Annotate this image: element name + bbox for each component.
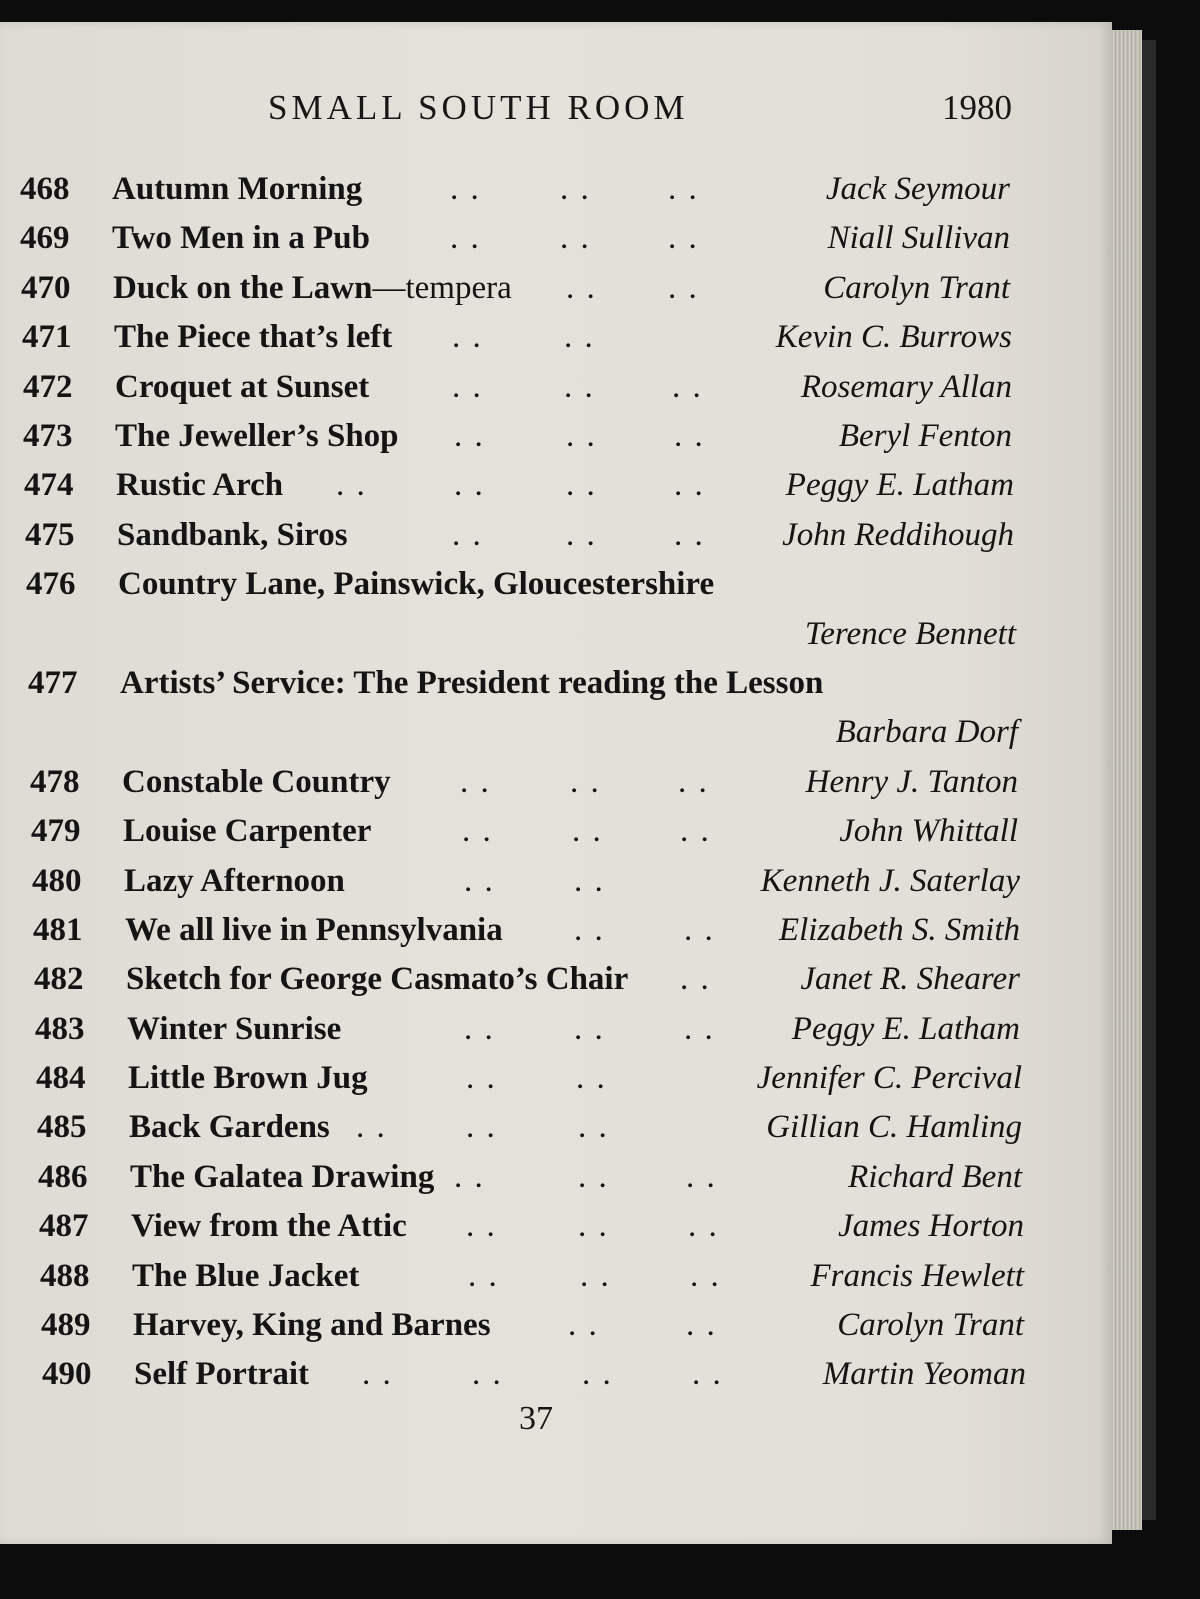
dot-leader: . . <box>570 763 601 800</box>
dot-leader: . . <box>472 1356 503 1393</box>
entry-title <box>114 313 392 362</box>
dot-leader: . . <box>462 813 493 850</box>
dot-leader: . . <box>464 862 495 899</box>
entry-medium: —tempera <box>372 269 512 306</box>
entry-artist: Jennifer C. Percival <box>756 1060 1022 1097</box>
entry-number: 485 <box>37 1109 87 1146</box>
entry-artist: Terence Bennett <box>804 615 1016 652</box>
entry-title <box>118 560 714 609</box>
entry-row <box>0 906 1112 955</box>
entry-row <box>0 955 1112 1004</box>
entry-number: 477 <box>28 664 78 701</box>
entry-number: 470 <box>21 269 71 306</box>
page-edge-shadow <box>1142 40 1156 1520</box>
dot-leader: . . <box>560 171 591 207</box>
entry-row <box>0 363 1112 412</box>
entry-title <box>127 1005 341 1054</box>
dot-leader: . . <box>356 1109 387 1146</box>
entry-row <box>0 313 1112 362</box>
entry-number: 489 <box>41 1307 91 1344</box>
dot-leader: . . <box>336 467 367 504</box>
dot-leader: . . <box>452 516 483 553</box>
dot-leader: . . <box>680 813 711 850</box>
entry-number: 488 <box>40 1257 90 1294</box>
entry-title-text: Constable Country <box>122 763 391 800</box>
entry-row <box>0 1005 1112 1054</box>
entry-title-text: Autumn Morning <box>112 171 363 207</box>
dot-leader: . . <box>450 220 481 257</box>
dot-leader: . . <box>464 1010 495 1047</box>
dot-leader: . . <box>672 368 703 405</box>
dot-leader: . . <box>678 763 709 800</box>
entry-title <box>120 659 823 708</box>
dot-leader: . . <box>578 1158 609 1195</box>
entry-row <box>0 264 1112 313</box>
entry-artist: Carolyn Trant <box>837 1307 1024 1344</box>
entry-artist: Richard Bent <box>848 1158 1022 1195</box>
entry-row <box>0 659 1112 758</box>
entry-artist: Kevin C. Burrows <box>775 319 1012 356</box>
entry-title-text: The Piece that’s left <box>114 319 393 356</box>
entry-number: 472 <box>23 368 73 405</box>
entry-row <box>0 412 1112 461</box>
entry-artist: Elizabeth S. Smith <box>778 911 1020 948</box>
entry-row <box>0 1054 1112 1103</box>
dot-leader: . . <box>452 319 483 356</box>
entry-artist: Rosemary Allan <box>800 368 1012 405</box>
dot-leader: . . <box>680 961 711 998</box>
entry-row <box>0 165 1112 214</box>
dot-leader: . . <box>454 1158 485 1195</box>
page-number: 37 <box>519 1400 553 1437</box>
entry-title-text: Little Brown Jug <box>128 1060 368 1097</box>
entry-title-text: Two Men in a Pub <box>112 220 370 257</box>
dot-leader: . . <box>468 1257 499 1294</box>
dot-leader: . . <box>460 763 491 800</box>
entry-number: 482 <box>34 961 84 998</box>
entry-title-text: We all live in Pennsylvania <box>125 911 503 948</box>
entry-title <box>117 511 348 560</box>
entry-artist: Niall Sullivan <box>827 220 1010 257</box>
dot-leader: . . <box>568 1307 599 1344</box>
dot-leader: . . <box>578 1109 609 1146</box>
room-title: SMALL SOUTH ROOM <box>268 88 689 127</box>
entry-row <box>0 560 1112 659</box>
entry-title-text: Back Gardens <box>129 1109 330 1146</box>
entry-title <box>115 363 369 412</box>
entry-title <box>124 857 345 906</box>
entry-artist: Barbara Dorf <box>835 714 1018 751</box>
entry-title <box>112 214 370 263</box>
entry-number: 483 <box>35 1010 85 1047</box>
entry-artist: James Horton <box>837 1208 1024 1245</box>
entry-number: 484 <box>36 1060 86 1097</box>
entry-row <box>0 461 1112 510</box>
dot-leader: . . <box>454 467 485 504</box>
dot-leader: . . <box>454 417 485 454</box>
entry-title <box>132 1252 359 1301</box>
entry-title-text: Rustic Arch <box>116 467 284 504</box>
entry-artist: John Whittall <box>839 813 1018 850</box>
page-header <box>0 88 1112 138</box>
entry-number: 490 <box>42 1356 92 1393</box>
page-edge-stack <box>1112 30 1142 1530</box>
entry-title-text: Louise Carpenter <box>123 813 372 850</box>
dot-leader: . . <box>684 1010 715 1047</box>
entry-number: 476 <box>26 566 76 603</box>
dot-leader: . . <box>564 368 595 405</box>
entry-number: 469 <box>20 220 70 257</box>
entry-title <box>126 955 628 1004</box>
entry-title <box>129 1103 330 1152</box>
entry-title-text: Self Portrait <box>134 1356 310 1393</box>
entry-title <box>113 264 512 313</box>
entry-row <box>0 214 1112 263</box>
dot-leader: . . <box>674 417 705 454</box>
entry-list <box>0 165 1112 1400</box>
dot-leader: . . <box>668 220 699 257</box>
entry-number: 487 <box>39 1208 89 1245</box>
entry-number: 481 <box>33 911 83 948</box>
entry-number: 479 <box>31 813 81 850</box>
dot-leader: . . <box>674 467 705 504</box>
dot-leader: . . <box>582 1356 613 1393</box>
entry-artist: Jack Seymour <box>825 171 1010 207</box>
entry-artist: Janet R. Shearer <box>800 961 1020 998</box>
entry-number: 480 <box>32 862 82 899</box>
entry-row <box>0 1202 1112 1251</box>
entry-row <box>0 511 1112 560</box>
dot-leader: . . <box>566 467 597 504</box>
dot-leader: . . <box>688 1208 719 1245</box>
entry-title <box>133 1301 491 1350</box>
entry-title-text: Sandbank, Siros <box>117 516 348 553</box>
dot-leader: . . <box>576 1060 607 1097</box>
entry-title-text: The Jeweller’s Shop <box>115 417 399 454</box>
entry-title <box>125 906 503 955</box>
entry-title <box>122 758 391 807</box>
catalogue-year: 1980 <box>942 88 1012 127</box>
entry-title-text: The Galatea Drawing <box>130 1158 435 1195</box>
entry-artist: Beryl Fenton <box>838 417 1012 454</box>
entry-number: 486 <box>38 1158 88 1195</box>
entry-artist: Gillian C. Hamling <box>766 1109 1022 1146</box>
entry-row <box>0 807 1112 856</box>
entry-title-text: View from the Attic <box>131 1208 407 1245</box>
dot-leader: . . <box>668 171 699 207</box>
entry-title <box>115 412 399 461</box>
dot-leader: . . <box>566 417 597 454</box>
entry-row <box>0 1252 1112 1301</box>
entry-title-text: Duck on the Lawn <box>113 269 373 306</box>
entry-title <box>112 165 362 214</box>
entry-artist: Henry J. Tanton <box>805 763 1018 800</box>
entry-title-text: Winter Sunrise <box>127 1010 342 1047</box>
entry-row <box>0 1103 1112 1152</box>
dot-leader: . . <box>466 1060 497 1097</box>
entry-title-text: Country Lane, Painswick, Gloucestershire <box>118 566 715 603</box>
entry-row <box>0 1153 1112 1202</box>
entry-title <box>123 807 371 856</box>
entry-number: 468 <box>20 171 70 207</box>
dot-leader: . . <box>362 1356 393 1393</box>
entry-number: 475 <box>25 516 75 553</box>
entry-title-text: Artists’ Service: The President reading the Lesson <box>120 664 824 701</box>
entry-artist: Kenneth J. Saterlay <box>760 862 1020 899</box>
entry-row <box>0 1301 1112 1350</box>
dot-leader: . . <box>450 171 481 207</box>
entry-number: 474 <box>24 467 74 504</box>
dot-leader: . . <box>574 911 605 948</box>
dot-leader: . . <box>574 1010 605 1047</box>
dot-leader: . . <box>668 269 699 306</box>
entry-title <box>130 1153 434 1202</box>
entry-title-text: Harvey, King and Barnes <box>133 1307 491 1344</box>
entry-title-text: The Blue Jacket <box>132 1257 360 1294</box>
dot-leader: . . <box>692 1356 723 1393</box>
dot-leader: . . <box>564 319 595 356</box>
entry-title <box>131 1202 407 1251</box>
entry-title <box>128 1054 368 1103</box>
dot-leader: . . <box>572 813 603 850</box>
entry-number: 473 <box>23 417 73 454</box>
entry-number: 471 <box>22 319 72 356</box>
entry-title <box>134 1350 309 1399</box>
entry-title-text: Lazy Afternoon <box>124 862 345 899</box>
entry-row <box>0 758 1112 807</box>
entry-artist: John Reddihough <box>782 516 1014 553</box>
dot-leader: . . <box>684 911 715 948</box>
entry-number: 478 <box>30 763 80 800</box>
dot-leader: . . <box>574 862 605 899</box>
dot-leader: . . <box>690 1257 721 1294</box>
entry-artist: Peggy E. Latham <box>785 467 1014 504</box>
dot-leader: . . <box>560 220 591 257</box>
dot-leader: . . <box>466 1208 497 1245</box>
dot-leader: . . <box>580 1257 611 1294</box>
entry-row <box>0 1350 1112 1399</box>
entry-title-text: Croquet at Sunset <box>115 368 370 405</box>
entry-row <box>0 857 1112 906</box>
dot-leader: . . <box>578 1208 609 1245</box>
entry-title <box>116 461 283 510</box>
dot-leader: . . <box>466 1109 497 1146</box>
entry-artist: Peggy E. Latham <box>791 1010 1020 1047</box>
dot-leader: . . <box>566 269 597 306</box>
entry-artist: Carolyn Trant <box>823 269 1010 306</box>
dot-leader: . . <box>566 516 597 553</box>
dot-leader: . . <box>674 516 705 553</box>
dot-leader: . . <box>452 368 483 405</box>
dot-leader: . . <box>686 1307 717 1344</box>
entry-artist: Francis Hewlett <box>810 1257 1024 1294</box>
entry-title-text: Sketch for George Casmato’s Chair <box>126 961 629 998</box>
entry-artist: Martin Yeoman <box>822 1356 1026 1393</box>
dot-leader: . . <box>686 1158 717 1195</box>
